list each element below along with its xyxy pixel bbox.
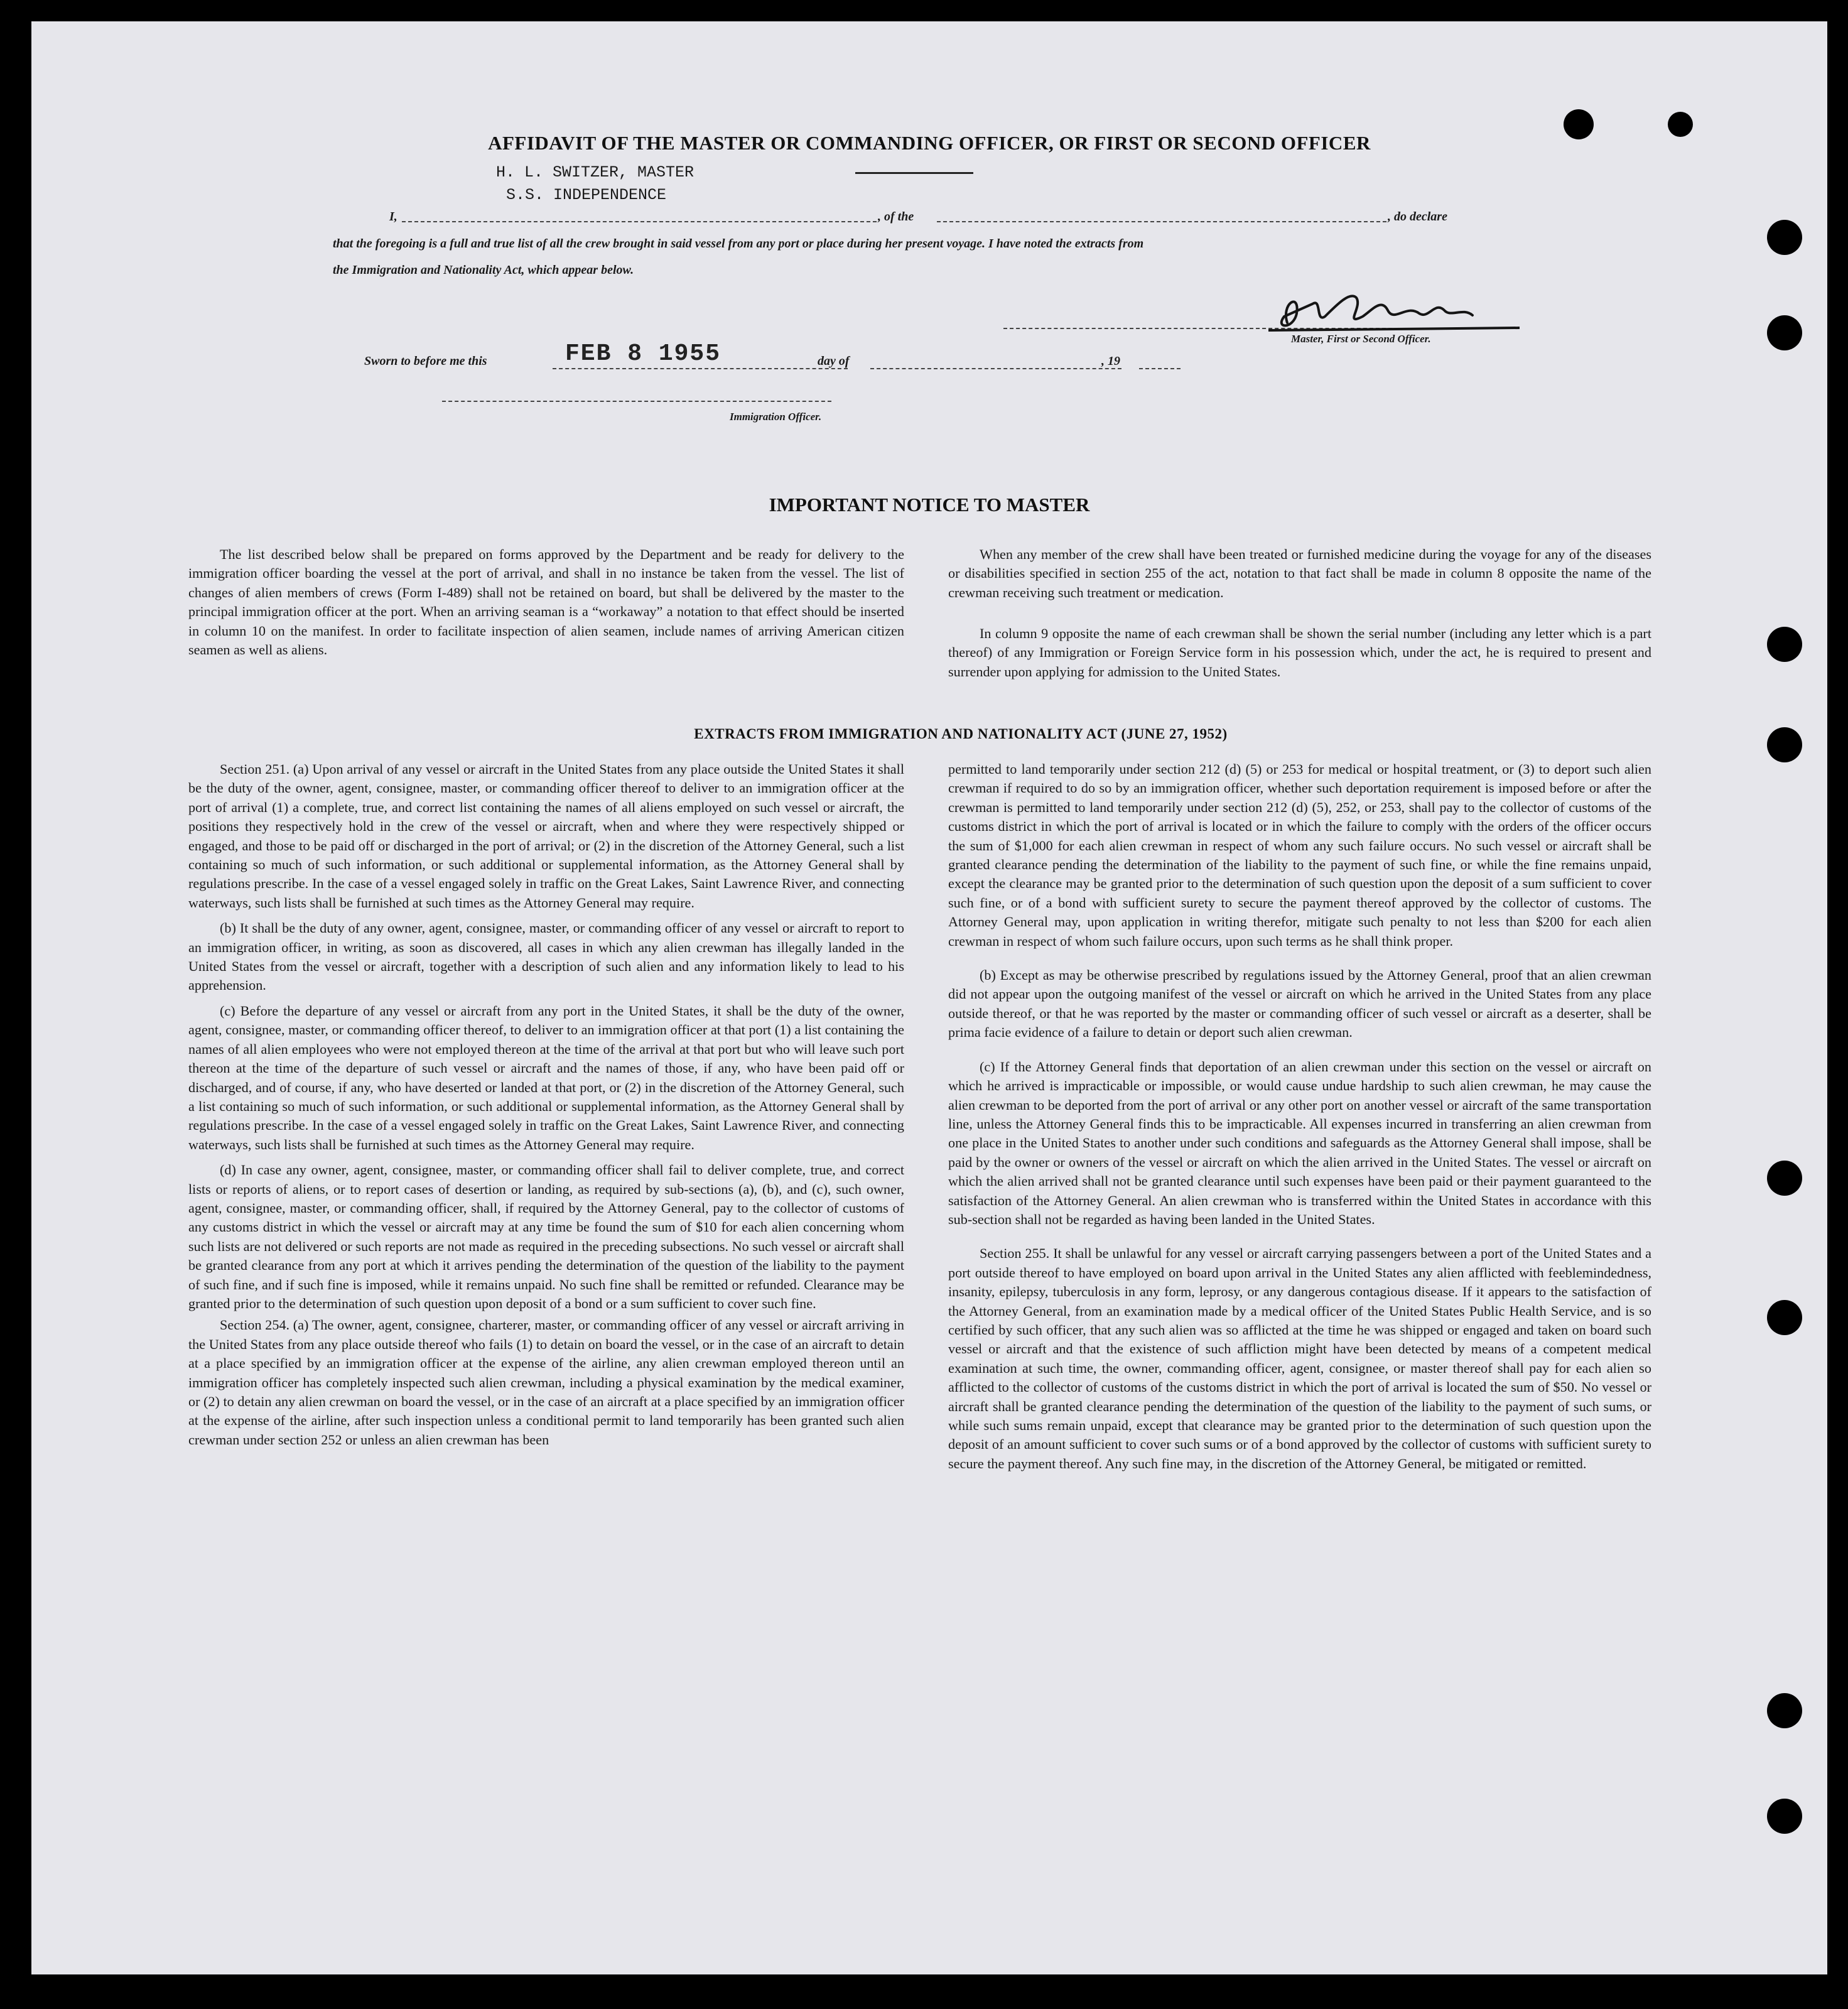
notice-left-text: The list described below shall be prepared on forms approved by the Department and be ready for delivery to the immigration officer boarding the vessel at the port of arrival, and shall in no instance be taken from the vessel. The list of changes of alien members of crews (Form I-489) shall not be retained on board, but shall be delivered by the master to the principal immigration officer at the port. When an arriving seaman is a “workaway” a notation to that effect should be inserted in column 10 on the manifest. In order to facilitate inspection of alien seamen, include names of arriving American citizen seamen as well as aliens. xyxy=(188,546,908,658)
extracts-title: EXTRACTS FROM IMMIGRATION AND NATIONALITY ACT (JUNE 27, 1952) xyxy=(694,726,1228,742)
signature-caption: Master, First or Second Officer. xyxy=(1291,333,1431,345)
punch-hole-8 xyxy=(1767,1799,1802,1834)
punch-hole-2 xyxy=(1767,315,1802,350)
year-line[interactable] xyxy=(1139,368,1181,369)
notice-title: IMPORTANT NOTICE TO MASTER xyxy=(769,494,1090,516)
punch-hole-1 xyxy=(1767,220,1802,255)
punch-hole-7 xyxy=(1767,1693,1802,1728)
section-254-b: (b) Except as may be otherwise prescribed by regulations issued by the Attorney General, proof that an alien crewman did not appear upon the outgoing manifest of the vessel or aircraft on which he arrived in the United States from any place outside thereof, or that he was reported by the master or commanding officer of such vessel or aircraft as a deserter, shall be prima facie evidence of a failure to detain or deport such alien crewman. xyxy=(948,967,1655,1041)
typed-master-name: H. L. SWITZER, MASTER xyxy=(496,163,694,181)
sworn-date-line[interactable] xyxy=(553,368,848,369)
of-the-label: , of the xyxy=(878,210,914,224)
do-declare-label: , do declare xyxy=(1388,210,1447,224)
sworn-label: Sworn to before me this xyxy=(364,354,487,368)
section-254-a: Section 254. (a) The owner, agent, consignee, charterer, master, or commanding officer of any vessel or aircraft arriving in the United States from any place outside thereof who fails (1) to detain on board the vessel, or in the case of an aircraft to detain at a place specified by an immigration officer at the expense of the airline, any alien crewman employed thereon until an immigration officer has completely inspected such alien crewman, including a physical examination by the medical examiner, or (2) to detain any alien crewman on board the vessel, or in the case of an aircraft at a place specified by an immigration officer at the expense of the airline, after such inspection unless a conditional permit to land temporarily has been granted such alien crewman under section 252 or unless an alien crewman has been xyxy=(188,1317,908,1448)
document-page xyxy=(31,21,1827,1974)
extracts-left-column xyxy=(188,760,908,1449)
declaration-line-1: that the foregoing is a full and true list of all the crew brought in said vessel from any port or place during her present voyage. I have noted the extracts from xyxy=(333,237,1144,251)
punch-hole-5 xyxy=(1767,1161,1802,1196)
year-label: , 19 xyxy=(1101,354,1120,368)
month-line[interactable] xyxy=(870,368,1121,369)
date-stamp: FEB 8 1955 xyxy=(565,340,721,367)
signature-image xyxy=(1262,279,1526,342)
typed-vessel-name: S.S. INDEPENDENCE xyxy=(506,186,667,204)
notice-right-text-2: In column 9 opposite the name of each crewman shall be shown the serial number (including any letter which is a part thereof) of any Immigration or Foreign Service form in his possession which, under the act, he is required to present and surrender upon applying for admission to the United States. xyxy=(948,625,1655,680)
section-251-d: (d) In case any owner, agent, consignee, master, or commanding officer shall fail to deliver complete, true, and correct lists or reports of aliens, or to report cases of desertion or landing, as required by sub-sections (a), (b), and (c), such owner, agent, consignee, master, or commanding officer, shall, if required by the Attorney General, pay to the collector of customs of any customs district in which the vessel or aircraft may at any time be found the sum of $10 for each alien concerning whom such lists are not delivered or such reports are not made as required in the preceding subsections. No such vessel or aircraft shall be granted clearance from any port at which it arrives pending the determination of the question of the liability to the payment of such fine, and if such fine is imposed, while it remains unpaid. No such fine shall be remitted or refunded. Clearance may be granted prior to the determination of such question upon deposit of a bond or a sum sufficient to cover such fine. xyxy=(188,1162,908,1311)
section-254-a-cont: permitted to land temporarily under section 212 (d) (5) or 253 for medical or hospital treatment, or (3) to deport such alien crewman if required to do so by an immigration officer, whether such deportation requirement is imposed before or after the crewman is permitted to land temporarily under section 212 (d) (5), 252, or 253, shall pay to the collector of customs of the customs district in which the port of arrival is located or in which the failure to comply with the orders of the officer occurs the sum of $1,000 for each alien crewman in respect of whom any such failure occurs. No such vessel or aircraft shall be granted clearance pending the determination of the liability to the payment of such fine, or while the fine remains unpaid, except the clearance may be granted prior to the determination of such question upon the deposit of a sum sufficient to cover such fine, or of a bond with sufficient surety to secure the payment thereof approved by the collector of customs. The Attorney General may, upon application in writing therefor, mitigate such penalty to not less than $200 for each alien crewman in respect of whom such failure occurs, upon such terms as he shall think proper. xyxy=(948,761,1655,949)
punch-hole-6 xyxy=(1767,1300,1802,1335)
section-254-c: (c) If the Attorney General finds that deportation of an alien crewman under this section on the vessel or aircraft on which he arrived is impracticable or impossible, or would cause undue hardship to such alien crewman, he may cause the alien crewman to be deported from the port of arrival or any other port on another vessel or aircraft of the same transportation line, unless the Attorney General finds this to be impracticable. All expenses incurred in transferring an alien crewman from one place in the United States to another under such conditions and safeguards as the Attorney General shall impose, shall be paid by the owner or owners of the vessel or aircraft on which the alien arrived in the United States. The vessel or aircraft on which the alien arrived shall not be granted clearance until such expenses have been paid or their payment guaranteed to the satisfaction of the Attorney General. An alien crewman who is transferred within the United States in accordance with this sub-section shall not be regarded as having been landed in the United States. xyxy=(948,1058,1655,1227)
day-of-label: day of xyxy=(818,354,850,368)
section-251-b: (b) It shall be the duty of any owner, agent, consignee, master, or commanding officer of any vessel or aircraft to report to an immigration officer, in writing, as soon as discovered, all cases in which any alien crewman has illegally landed in the United States from the vessel or aircraft, together with a description of such alien and any information likely to lead to his apprehension. xyxy=(188,920,908,994)
section-255: Section 255. It shall be unlawful for any vessel or aircraft carrying passengers between a port of the United States and a port outside thereof to have employed on board upon arrival in the United States any alien afflicted with feeblemindedness, insanity, epilepsy, tuberculosis in any form, leprosy, or any dangerous contagious disease. If it appears to the satisfaction of the Attorney General, from an examination made by a medical officer of the United States Public Health Service, and is so certified by such officer, that any such alien was so afflicted at the time he was shipped or engaged and taken on board such vessel or aircraft and that the existence of such affliction might have been detected by means of a competent medical examination at such time, the owner, commanding officer, agent, consignee, or master thereof shall pay for each alien so afflicted to the collector of customs of the customs district in which the port of arrival is located the sum of $50. No vessel or aircraft shall be granted clearance pending the determination of the question of the liability to the payment of such sums, or while such sums remain unpaid, except that clearance may be granted prior to the determination of such question upon the deposit of an amount sufficient to cover such sums or of a bond approved by the collector of customs with sufficient surety to secure the payment thereof. Any such fine may, in the discretion of the Attorney General, be mitigated or remitted. xyxy=(948,1245,1655,1471)
declaration-line-2: the Immigration and Nationality Act, which appear below. xyxy=(333,263,634,277)
immigration-officer-line[interactable] xyxy=(442,401,831,402)
punch-hole-4 xyxy=(1767,727,1802,762)
immigration-officer-label: Immigration Officer. xyxy=(730,411,822,423)
notice-right-text-1: When any member of the crew shall have been treated or furnished medicine during the voyage for any of the diseases or disabilities specified in section 255 of the act, notation to that fact shall be made in column 8 opposite the name of the crewman receiving such treatment or medication. xyxy=(948,546,1655,600)
name-line[interactable] xyxy=(402,221,877,222)
section-251-c: (c) Before the departure of any vessel or aircraft from any port in the United States, it shall be the duty of the owner, agent, consignee, master, or commanding officer thereof, to deliver to an immigration officer at that port (1) a list containing the names of all alien employees who were not employed thereon at the time of the arrival at that port but who will leave such port thereon at the time of the departure of such vessel or aircraft and the names of those, if any, who have been paid off or discharged, and of course, if any, who have deserted or landed at that port, or (2) in the discretion of the Attorney General, such a list containing so much of such information, or such additional or supplemental information, as the Attorney General shall by regulations prescribe. In the case of a vessel engaged solely in traffic on the Great Lakes, Saint Lawrence River, and connecting waterways, such lists shall be furnished at such times as the Attorney General may require. xyxy=(188,1002,908,1152)
section-251-a: Section 251. (a) Upon arrival of any vessel or aircraft in the United States from any place outside the United States it shall be the duty of the owner, agent, consignee, master, or commanding officer thereof to deliver to an immigration officer at the port of arrival (1) a complete, true, and correct list containing the names of all aliens employed on such vessel or aircraft, the positions they respectively hold in the crew of the vessel or aircraft, when and where they were respectively shipped or engaged, and those to be paid off or discharged in the port of arrival; or (2) in the discretion of the Attorney General, such a list containing so much of such information, or such additional or supplemental information, as the Attorney General shall by regulations prescribe. In the case of a vessel engaged solely in traffic on the Great Lakes, Saint Lawrence River, and connecting waterways, such lists shall be furnished at such times as the Attorney General may require. xyxy=(188,761,908,911)
vessel-line[interactable] xyxy=(937,221,1386,222)
affidavit-title: AFFIDAVIT OF THE MASTER OR COMMANDING OFFICER, OR FIRST OR SECOND OFFICER xyxy=(488,132,1371,154)
punch-hole-3 xyxy=(1767,627,1802,662)
typed-rule xyxy=(855,172,973,174)
i-label: I, xyxy=(389,210,397,224)
extracts-right-column xyxy=(948,760,1655,1473)
